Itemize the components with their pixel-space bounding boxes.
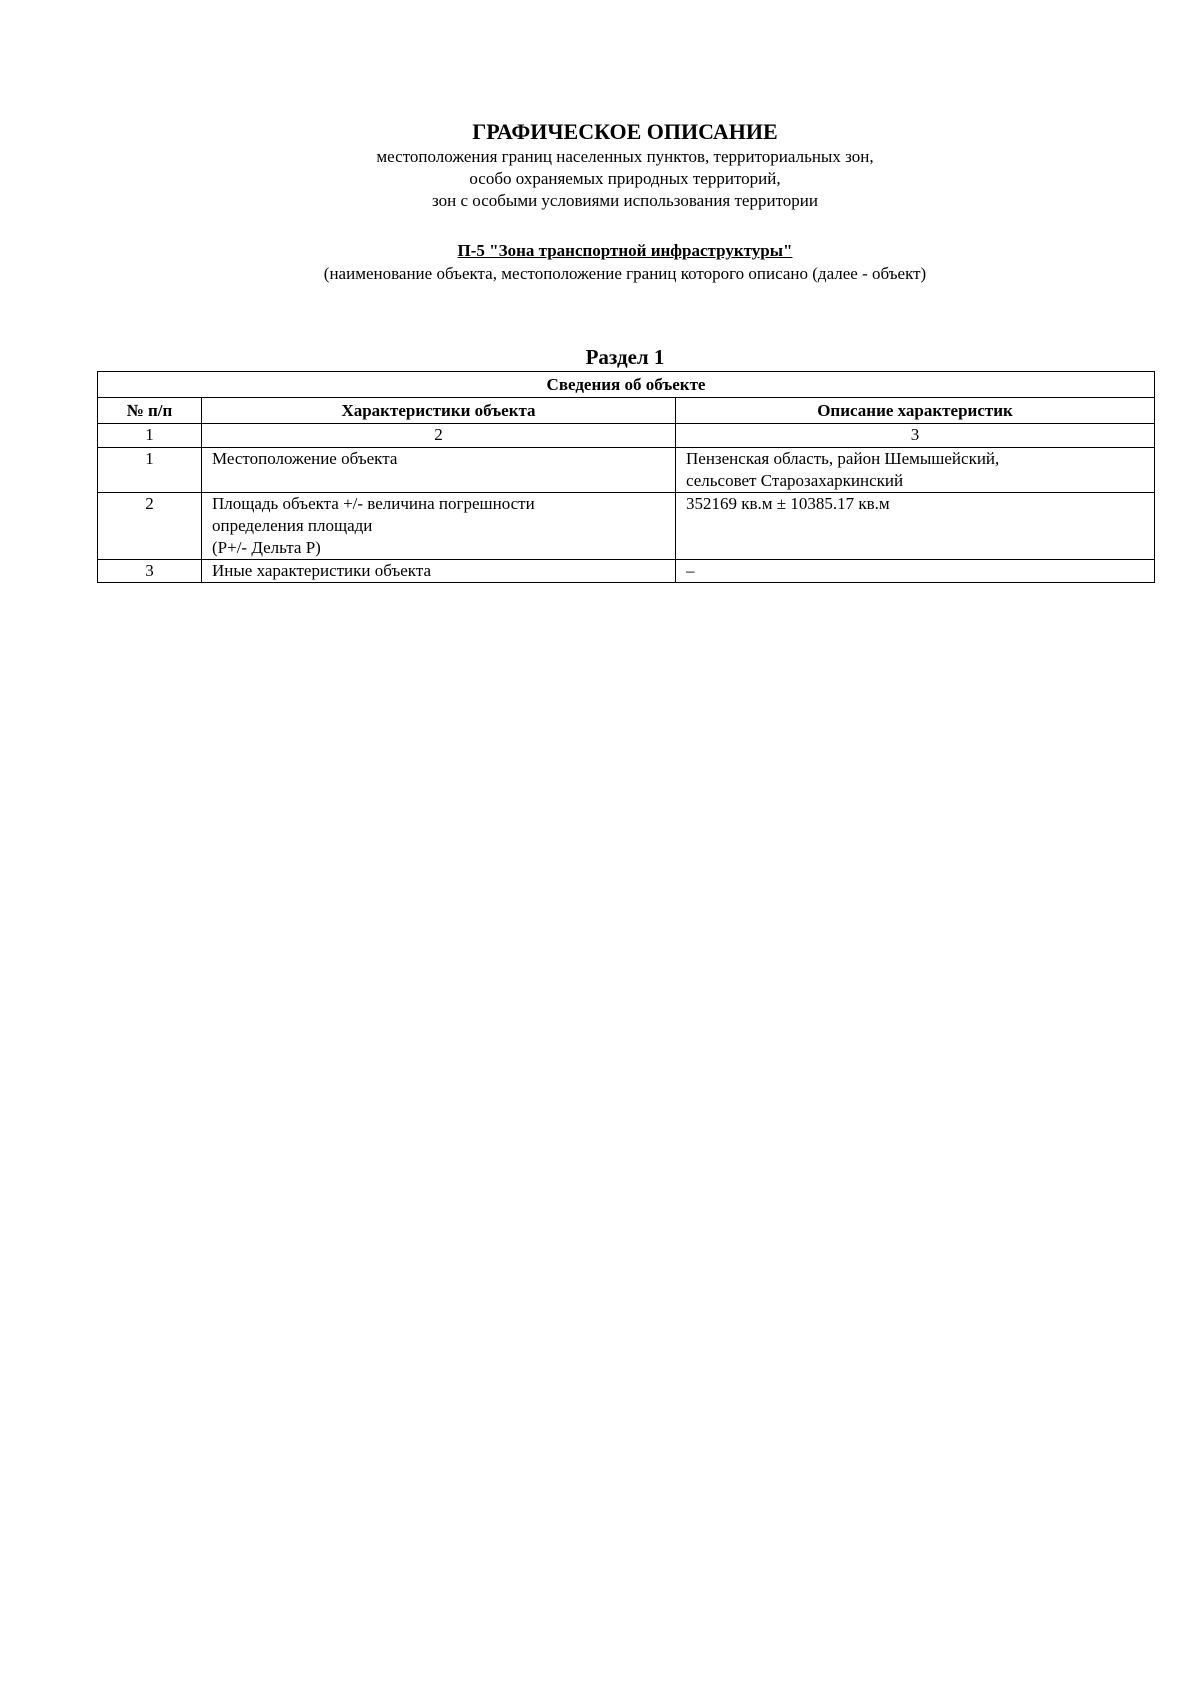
row-characteristic: Иные характеристики объекта: [202, 560, 676, 583]
table-caption-row: [98, 372, 1155, 398]
row-description: –: [676, 560, 1155, 583]
column-number-1: 1: [98, 424, 202, 448]
table-row: [98, 493, 1155, 560]
column-number-2: 2: [202, 424, 676, 448]
section-title: Раздел 1: [585, 345, 665, 369]
object-name: П-5 "Зона транспортной инфраструктуры": [457, 241, 793, 260]
subtitle-line-1: местоположения границ населенных пунктов, территориальных зон,: [376, 147, 874, 166]
row-number: 2: [98, 493, 202, 560]
row-number: 3: [98, 560, 202, 583]
subtitle-line-3: зон с особыми условиями использования территории: [432, 191, 818, 210]
document-title: ГРАФИЧЕСКОЕ ОПИСАНИЕ: [472, 119, 778, 144]
row-characteristic: Местоположение объекта: [202, 448, 676, 493]
row-characteristic: Площадь объекта +/- величина погрешности определения площади (Р+/- Дельта Р): [202, 493, 676, 560]
header-number: № п/п: [98, 398, 202, 424]
document-header: [0, 118, 1200, 212]
object-name-caption: (наименование объекта, местоположение границ которого описано (далее - объект): [323, 264, 927, 283]
row-description: Пензенская область, район Шемышейский, сельсовет Старозахаркинский: [676, 448, 1155, 493]
table-caption: Сведения об объекте: [98, 372, 1155, 398]
row-description: 352169 кв.м ± 10385.17 кв.м: [676, 493, 1155, 560]
column-number-row: [98, 424, 1155, 448]
header-description: Описание характеристик: [676, 398, 1155, 424]
column-number-3: 3: [676, 424, 1155, 448]
table-row: [98, 560, 1155, 583]
object-info-table: [97, 371, 1155, 583]
subtitle-line-2: особо охраняемых природных территорий,: [469, 169, 781, 188]
table-row: [98, 448, 1155, 493]
table-header-row: [98, 398, 1155, 424]
header-characteristics: Характеристики объекта: [202, 398, 676, 424]
row-number: 1: [98, 448, 202, 493]
